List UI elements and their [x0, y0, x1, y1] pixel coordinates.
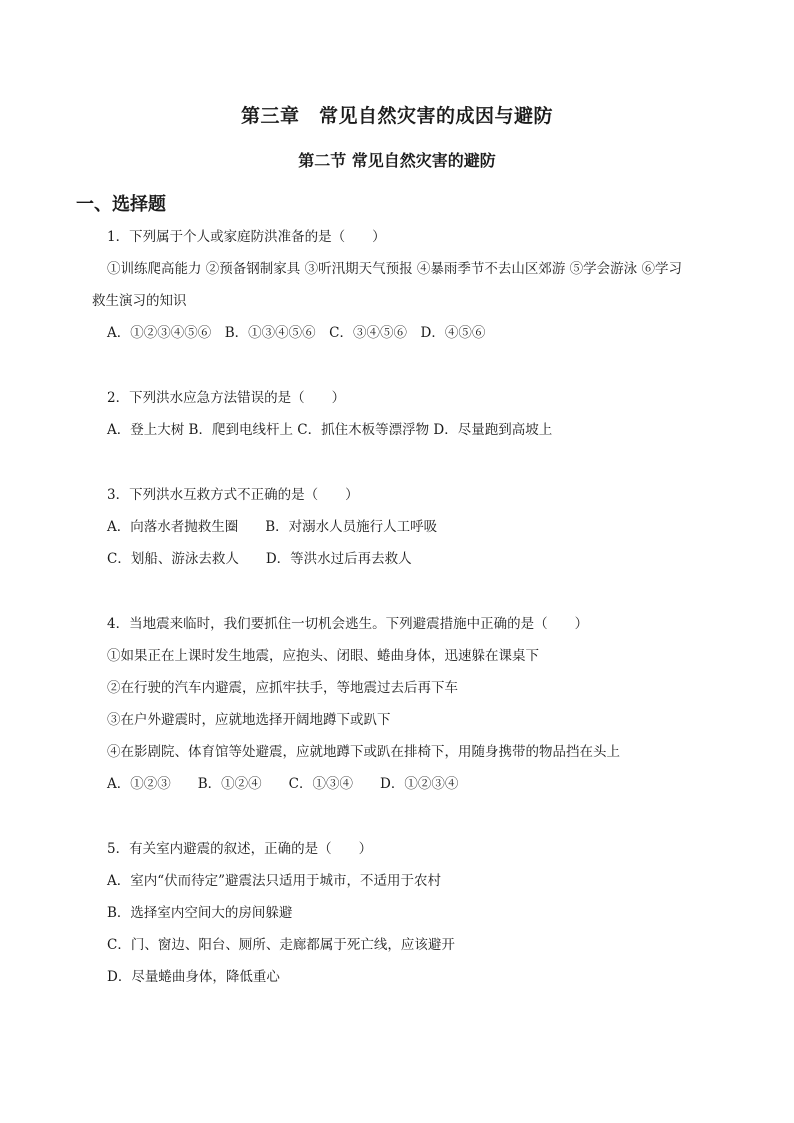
question-1-items: ①训练爬高能力 ②预备钢制家具 ③听汛期天气预报 ④暴雨季节不去山区郊游 ⑤学会游泳 ⑥学习 [107, 261, 682, 277]
question-1-items-cont: 救生演习的知识 [92, 293, 187, 309]
question-4-item-3: ③在户外避震时，应就地选择开阔地蹲下或趴下 [107, 712, 391, 728]
question-5-option-b: B．选择室内空间大的房间躲避 [107, 905, 293, 921]
question-3-options-row-2: C．划船、游泳去救人 D．等洪水过后再去救人 [107, 551, 412, 567]
chapter-title: 第三章 常见自然灾害的成因与避防 [240, 105, 553, 127]
question-4-stem: 4．当地震来临时，我们要抓住一切机会逃生。下列避震措施中正确的是（ ） [107, 616, 589, 632]
question-2-stem: 2．下列洪水应急方法错误的是（ ） [107, 390, 346, 406]
question-5-option-d: D．尽量蜷曲身体，降低重心 [107, 969, 280, 985]
question-5-option-a: A．室内“伏而待定”避震法只适用于城市，不适用于农村 [107, 873, 442, 889]
question-1-stem: 1．下列属于个人或家庭防洪准备的是（ ） [107, 229, 386, 245]
question-4-item-4: ④在影剧院、体育馆等处避震，应就地蹲下或趴在排椅下，用随身携带的物品挡在头上 [107, 744, 620, 760]
question-4-item-1: ①如果正在上课时发生地震，应抱头、闭眼、蜷曲身体，迅速躲在课桌下 [107, 648, 539, 664]
question-2-options: A．登上大树 B．爬到电线杆上 C．抓住木板等漂浮物 D．尽量跑到高坡上 [107, 422, 553, 438]
question-1-options: A．①②③④⑤⑥ B．①③④⑤⑥ C．③④⑤⑥ D．④⑤⑥ [107, 325, 486, 341]
question-type-heading: 一、选择题 [76, 194, 166, 215]
question-4-options: A．①②③ B．①②④ C．①③④ D．①②③④ [107, 776, 459, 792]
question-3-options-row-1: A．向落水者抛救生圈 B．对溺水人员施行人工呼吸 [107, 519, 438, 535]
question-5-stem: 5．有关室内避震的叙述，正确的是（ ） [107, 841, 373, 857]
question-5-option-c: C．门、窗边、阳台、厕所、走廊都属于死亡线，应该避开 [107, 937, 455, 953]
question-3-stem: 3．下列洪水互救方式不正确的是（ ） [107, 487, 359, 503]
questions [92, 227, 747, 999]
section-subtitle: 第二节 常见自然灾害的避防 [298, 151, 496, 170]
question-4-item-2: ②在行驶的汽车内避震，应抓牢扶手，等地震过去后再下车 [107, 680, 458, 696]
